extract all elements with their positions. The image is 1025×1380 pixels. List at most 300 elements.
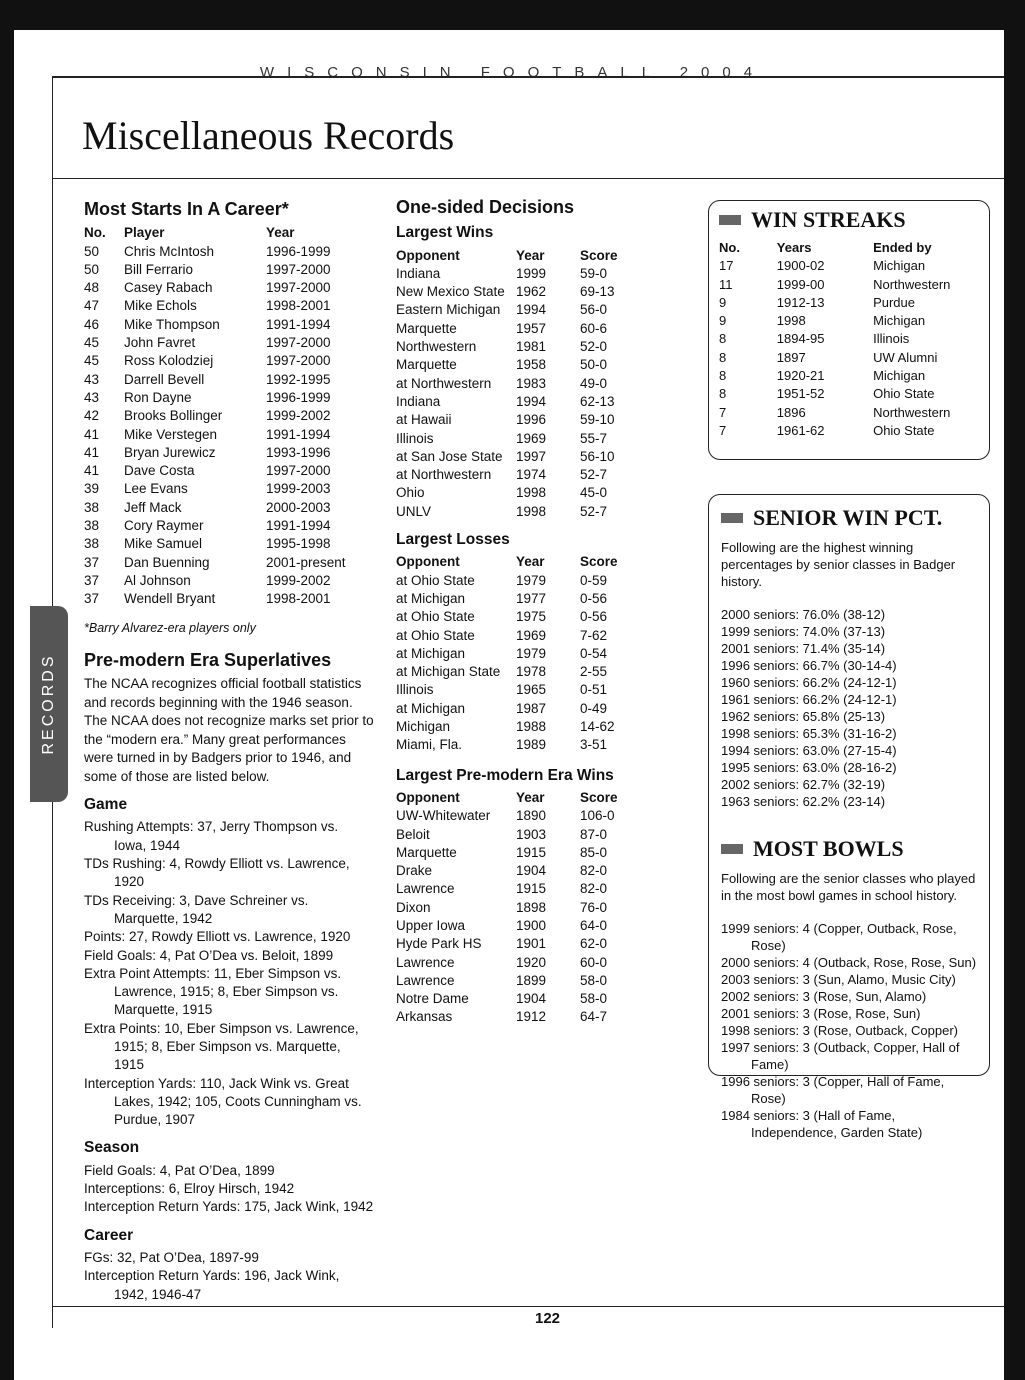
column-header: Opponent [396,554,460,570]
premodern-win-row [396,862,696,880]
square-icon [721,513,743,523]
table-cell: 1998 [776,313,806,329]
win-row [396,448,696,466]
premodern-win-row [396,935,696,953]
bottom-rule [52,1306,1004,1307]
senior-win-pct-title [721,505,977,531]
game-record: Interception Yards: 110, Jack Wink vs. Great Lakes, 1942; 105, Coots Cunningham vs. Purdue, 1907 [84,1075,362,1128]
table-cell: 1995-1998 [266,536,331,552]
win-row-header [396,247,696,265]
table-cell: 2001-present [266,554,346,570]
loss-row [396,718,696,736]
table-cell: Dan Buenning [124,554,210,570]
table-cell: 9 [719,294,727,310]
win-row [396,430,696,448]
table-cell: 37 [84,554,100,570]
table-cell: Hyde Park HS [396,936,482,952]
column-header: Year [266,225,295,241]
premodern-win-row [396,844,696,862]
win-row [396,503,696,521]
table-cell: John Favret [124,335,196,351]
table-cell: Northwestern [396,339,477,355]
loss-row [396,590,696,608]
table-cell: at Hawaii [396,412,452,428]
table-cell: 50-0 [580,357,608,373]
table-cell: 56-10 [580,448,615,464]
table-cell: Eastern Michigan [396,302,501,318]
table-cell: at Northwestern [396,375,492,391]
starts-row [84,334,374,352]
win-row [396,484,696,502]
starts-row [84,352,374,370]
table-cell: Arkansas [396,1009,453,1025]
title-rule [52,178,1004,179]
loss-row [396,736,696,754]
senior-pct-item: 1962 seniors: 65.8% (25-13) [721,709,886,724]
table-cell: 45 [84,335,100,351]
table-cell: Lawrence [396,972,455,988]
table-cell: 1998-2001 [266,591,331,607]
table-cell: Dave Costa [124,463,195,479]
senior-win-pct-list [721,606,977,810]
table-cell: 1912 [516,1009,547,1025]
table-cell: 50 [84,261,100,277]
bowl-item: 1998 seniors: 3 (Rose, Outback, Copper) [721,1023,959,1038]
loss-row [396,663,696,681]
table-cell: Purdue [873,294,915,310]
column-header: Opponent [396,247,460,263]
table-cell: Indiana [396,393,441,409]
game-record: Extra Point Attempts: 11, Eber Simpson vs. Lawrence, 1915; 8, Eber Simpson vs. Marquette, 1915 [84,965,342,1018]
column-header: Score [580,554,618,570]
table-cell: 85-0 [580,844,608,860]
table-cell: 14-62 [580,719,615,735]
table-cell: 39 [84,481,100,497]
streak-row [719,294,979,312]
premodern-intro: The NCAA recognizes official football statistics and records beginning with the 1946 season. The NCAA does not recognize marks set prior to the “modern era.” Many great performances were turned in by Badgers prior to 1946, and some of those are listed below. [84,676,374,784]
streak-row [719,349,979,367]
table-cell: 1900-02 [776,258,825,274]
streak-row [719,367,979,385]
premodern-win-row-header [396,789,696,807]
senior-box [708,494,990,1140]
table-cell: at Michigan [396,590,466,606]
table-cell: 42 [84,408,100,424]
table-cell: 1996-1999 [266,243,331,259]
table-cell: 1915 [516,844,547,860]
table-cell: at Ohio State [396,609,475,625]
season-record: Field Goals: 4, Pat O’Dea, 1899 [84,1162,275,1178]
table-cell: Marquette [396,320,457,336]
premodern-win-row [396,1008,696,1026]
table-cell: 58-0 [580,991,608,1007]
table-cell: 49-0 [580,375,608,391]
table-cell: 41 [84,426,100,442]
page-title: Miscellaneous Records [82,113,455,158]
table-cell: Ron Dayne [124,389,192,405]
table-cell: 1991-1994 [266,518,331,534]
table-cell: Jeff Mack [124,499,182,515]
game-record: TDs Rushing: 4, Rowdy Elliott vs. Lawrence, 1920 [84,856,350,890]
table-cell: Illinois [396,682,434,698]
win-row [396,356,696,374]
starts-row [84,480,374,498]
table-cell: 8 [719,386,727,402]
bowl-item: 1984 seniors: 3 (Hall of Fame, Independence, Garden State) [721,1108,923,1140]
win-row [396,375,696,393]
table-cell: 7 [719,404,727,420]
table-cell: 1998-2001 [266,298,331,314]
table-cell: Notre Dame [396,991,469,1007]
bowl-item: 2001 seniors: 3 (Rose, Rose, Sun) [721,1006,921,1021]
table-cell: 0-49 [580,700,608,716]
table-cell: Michigan [396,719,451,735]
game-record: Points: 27, Rowdy Elliott vs. Lawrence, 1920 [84,929,351,945]
starts-row [84,371,374,389]
win-row [396,411,696,429]
table-cell: 64-0 [580,917,608,933]
largest-wins-heading: Largest Wins [396,224,494,242]
table-cell: 64-7 [580,1009,608,1025]
table-cell: 1898 [516,899,547,915]
bowl-item: 1996 seniors: 3 (Copper, Hall of Fame, Rose) [721,1074,945,1106]
table-cell: 1997-2000 [266,463,331,479]
table-cell: 59-10 [580,412,615,428]
table-cell: 1994 [516,302,547,318]
table-cell: 60-0 [580,954,608,970]
table-cell: Illinois [396,430,434,446]
table-cell: 1979 [516,645,547,661]
win-row [396,393,696,411]
table-cell: 1999-00 [776,276,825,292]
premodern-win-row [396,990,696,1008]
table-cell: UW Alumni [873,349,938,365]
win-row [396,265,696,283]
most-starts-heading: Most Starts In A Career* [84,199,289,219]
table-cell: 69-13 [580,284,615,300]
table-cell: 2-55 [580,664,608,680]
senior-pct-item: 1963 seniors: 62.2% (23-14) [721,794,886,809]
table-cell: Michigan [873,313,926,329]
table-cell: 1904 [516,863,547,879]
table-cell: 62-13 [580,393,615,409]
largest-losses-table [396,553,696,754]
premodern-wins-heading: Largest Pre-modern Era Wins [396,766,614,784]
loss-row [396,681,696,699]
table-cell: Cory Raymer [124,518,204,534]
streak-row [719,422,979,440]
column-header: No. [719,240,740,255]
table-cell: at San Jose State [396,448,503,464]
starts-row [84,499,374,517]
table-cell: 7 [719,422,727,438]
table-cell: 1903 [516,826,547,842]
table-cell: 1957 [516,320,547,336]
starts-row [84,316,374,334]
table-cell: Mike Samuel [124,536,203,552]
table-cell: 1996-1999 [266,389,331,405]
starts-row [84,407,374,425]
column-header: Years [776,240,812,255]
table-cell: 52-7 [580,467,608,483]
table-cell: 1997-2000 [266,280,331,296]
table-cell: 1900 [516,917,547,933]
senior-pct-item: 2002 seniors: 62.7% (32-19) [721,777,886,792]
table-cell: 1901 [516,936,547,952]
table-cell: 7-62 [580,627,608,643]
column-header: No. [84,225,106,241]
starts-row [84,243,374,261]
streak-row [719,404,979,422]
premodern-win-row [396,899,696,917]
table-cell: 1983 [516,375,547,391]
table-cell: 1999-2002 [266,408,331,424]
table-cell: Wendell Bryant [124,591,216,607]
senior-win-pct-heading: SENIOR WIN PCT. [753,505,943,530]
win-row [396,338,696,356]
table-cell: 56-0 [580,302,608,318]
loss-row [396,645,696,663]
table-cell: 1998 [516,503,547,519]
table-cell: 1999 [516,265,547,281]
table-cell: 1896 [776,404,806,420]
table-cell: 2000-2003 [266,499,331,515]
table-cell: 1991-1994 [266,426,331,442]
streak-row [719,257,979,275]
table-cell: Chris McIntosh [124,243,215,259]
senior-pct-item: 1960 seniors: 66.2% (24-12-1) [721,675,897,690]
table-cell: 1981 [516,339,547,355]
section-tab [30,606,68,802]
table-cell: 1999-2002 [266,572,331,588]
table-cell: 11 [719,276,733,292]
table-cell: 1969 [516,627,547,643]
table-cell: at Ohio State [396,627,475,643]
table-cell: at Ohio State [396,572,475,588]
table-cell: Mike Verstegen [124,426,218,442]
starts-row [84,444,374,462]
table-cell: Miami, Fla. [396,737,463,753]
loss-row [396,608,696,626]
table-cell: Ohio State [873,386,935,402]
table-cell: 9 [719,313,727,329]
table-cell: 1998 [516,485,547,501]
table-cell: Beloit [396,826,430,842]
table-cell: 82-0 [580,881,608,897]
table-cell: Darrell Bevell [124,371,205,387]
table-cell: 1969 [516,430,547,446]
bowl-item: 2003 seniors: 3 (Sun, Alamo, Music City) [721,972,956,987]
table-cell: Michigan [873,258,926,274]
table-cell: Marquette [396,357,457,373]
win-streaks-box [708,200,990,460]
game-record: Extra Points: 10, Eber Simpson vs. Lawrence, 1915; 8, Eber Simpson vs. Marquette, 1915 [84,1020,359,1073]
table-cell: 1961-62 [776,422,825,438]
loss-row [396,700,696,718]
table-cell: Ross Kolodziej [124,353,214,369]
column-header: Year [516,554,545,570]
senior-win-pct-intro: Following are the highest winning percentages by senior classes in Badger history. [721,540,956,589]
senior-pct-item: 2001 seniors: 71.4% (35-14) [721,641,886,656]
streak-row [719,385,979,403]
table-cell: Michigan [873,368,926,384]
table-cell: 1894-95 [776,331,825,347]
square-icon [721,844,743,854]
table-cell: at Northwestern [396,467,492,483]
table-cell: 0-54 [580,645,608,661]
table-cell: Lawrence [396,954,455,970]
table-cell: Illinois [873,331,910,347]
premodern-win-row [396,807,696,825]
table-cell: 50 [84,243,100,259]
table-cell: 0-56 [580,609,608,625]
game-record: Rushing Attempts: 37, Jerry Thompson vs. Iowa, 1944 [84,819,339,853]
streak-row [719,330,979,348]
table-cell: Ohio State [873,422,935,438]
table-cell: 1965 [516,682,547,698]
table-cell: 48 [84,280,100,296]
column-header: Score [580,789,618,805]
column-header: Ended by [873,240,932,255]
table-cell: 1987 [516,700,547,716]
table-cell: 43 [84,389,100,405]
table-cell: 1912-13 [776,294,825,310]
table-cell: Bryan Jurewicz [124,444,216,460]
table-cell: Casey Rabach [124,280,213,296]
most-bowls-list [721,920,977,1141]
table-cell: 52-7 [580,503,608,519]
square-icon [719,215,741,225]
win-row [396,301,696,319]
career-heading: Career [84,1226,134,1244]
table-cell: 52-0 [580,339,608,355]
table-cell: 1978 [516,664,547,680]
table-cell: 1993-1996 [266,444,331,460]
table-cell: Mike Thompson [124,316,220,332]
table-cell: 1958 [516,357,547,373]
table-cell: 1977 [516,590,547,606]
win-row [396,283,696,301]
bowl-item: 1997 seniors: 3 (Outback, Copper, Hall of Fame) [721,1040,960,1072]
table-cell: Lee Evans [124,481,188,497]
premodern-win-row [396,972,696,990]
table-cell: Lawrence [396,881,455,897]
premodern-win-row [396,880,696,898]
table-cell: 1899 [516,972,547,988]
game-list [84,818,374,1129]
column-header: Year [516,789,545,805]
table-cell: Ohio [396,485,425,501]
table-cell: Mike Echols [124,298,197,314]
streak-row-header [719,239,979,257]
table-cell: 38 [84,536,100,552]
table-cell: Upper Iowa [396,917,466,933]
table-cell: at Michigan [396,700,466,716]
table-cell: 58-0 [580,972,608,988]
table-cell: 1951-52 [776,386,825,402]
career-record: Interception Return Yards: 196, Jack Wink, 1942, 1946-47 [84,1268,340,1302]
table-cell: 1991-1994 [266,316,331,332]
bowl-item: 2002 seniors: 3 (Rose, Sun, Alamo) [721,989,927,1004]
column-header: Score [580,247,618,263]
table-cell: 1996 [516,412,547,428]
table-cell: 1997-2000 [266,353,331,369]
table-cell: 38 [84,499,100,515]
loss-row [396,572,696,590]
table-cell: New Mexico State [396,284,505,300]
senior-pct-item: 2000 seniors: 76.0% (38-12) [721,607,886,622]
table-cell: 8 [719,368,727,384]
one-sided-heading: One-sided Decisions [396,197,575,217]
starts-row [84,389,374,407]
table-cell: at Michigan State [396,664,501,680]
table-cell: 1994 [516,393,547,409]
table-cell: 41 [84,444,100,460]
starts-row [84,535,374,553]
starts-row [84,279,374,297]
table-cell: 1997-2000 [266,335,331,351]
table-cell: 47 [84,298,100,314]
table-cell: 1920-21 [776,368,825,384]
starts-row [84,590,374,608]
table-cell: 1974 [516,467,547,483]
starts-row [84,517,374,535]
game-record: Field Goals: 4, Pat O’Dea vs. Beloit, 1899 [84,947,334,963]
table-cell: 1999-2003 [266,481,331,497]
table-cell: Drake [396,863,433,879]
table-cell: 1904 [516,991,547,1007]
premodern-win-row [396,954,696,972]
premodern-win-row [396,826,696,844]
table-cell: Northwestern [873,276,951,292]
table-cell: 1890 [516,808,547,824]
starts-row [84,462,374,480]
season-record: Interceptions: 6, Elroy Hirsch, 1942 [84,1181,295,1197]
table-cell: Al Johnson [124,572,191,588]
table-cell: Bill Ferrario [124,261,194,277]
table-cell: Marquette [396,844,457,860]
premodern-wins-table [396,789,696,1027]
table-cell: 46 [84,316,100,332]
table-cell: 43 [84,371,100,387]
table-cell: 38 [84,518,100,534]
middle-column [396,198,696,1027]
loss-row [396,627,696,645]
column-header: Opponent [396,789,460,805]
table-cell: 0-51 [580,682,608,698]
table-cell: 62-0 [580,936,608,952]
table-cell: 1997-2000 [266,261,331,277]
table-cell: 76-0 [580,899,608,915]
table-cell: 0-59 [580,572,608,588]
most-bowls-title [721,836,977,862]
career-record: FGs: 32, Pat O’Dea, 1897-99 [84,1249,259,1265]
win-streaks-title [719,207,979,233]
table-cell: 45-0 [580,485,608,501]
premodern-win-row [396,917,696,935]
table-cell: 37 [84,591,100,607]
game-record: TDs Receiving: 3, Dave Schreiner vs. Marquette, 1942 [84,892,309,926]
season-record: Interception Return Yards: 175, Jack Wink, 1942 [84,1199,374,1215]
table-cell: 1992-1995 [266,371,331,387]
table-cell: UW-Whitewater [396,808,491,824]
season-list [84,1162,374,1217]
table-cell: 1897 [776,349,806,365]
table-cell: Indiana [396,265,441,281]
running-head: WISCONSIN FOOTBALL 2004 [259,64,766,81]
senior-pct-item: 1999 seniors: 74.0% (37-13) [721,624,886,639]
column-header: Year [516,247,545,263]
